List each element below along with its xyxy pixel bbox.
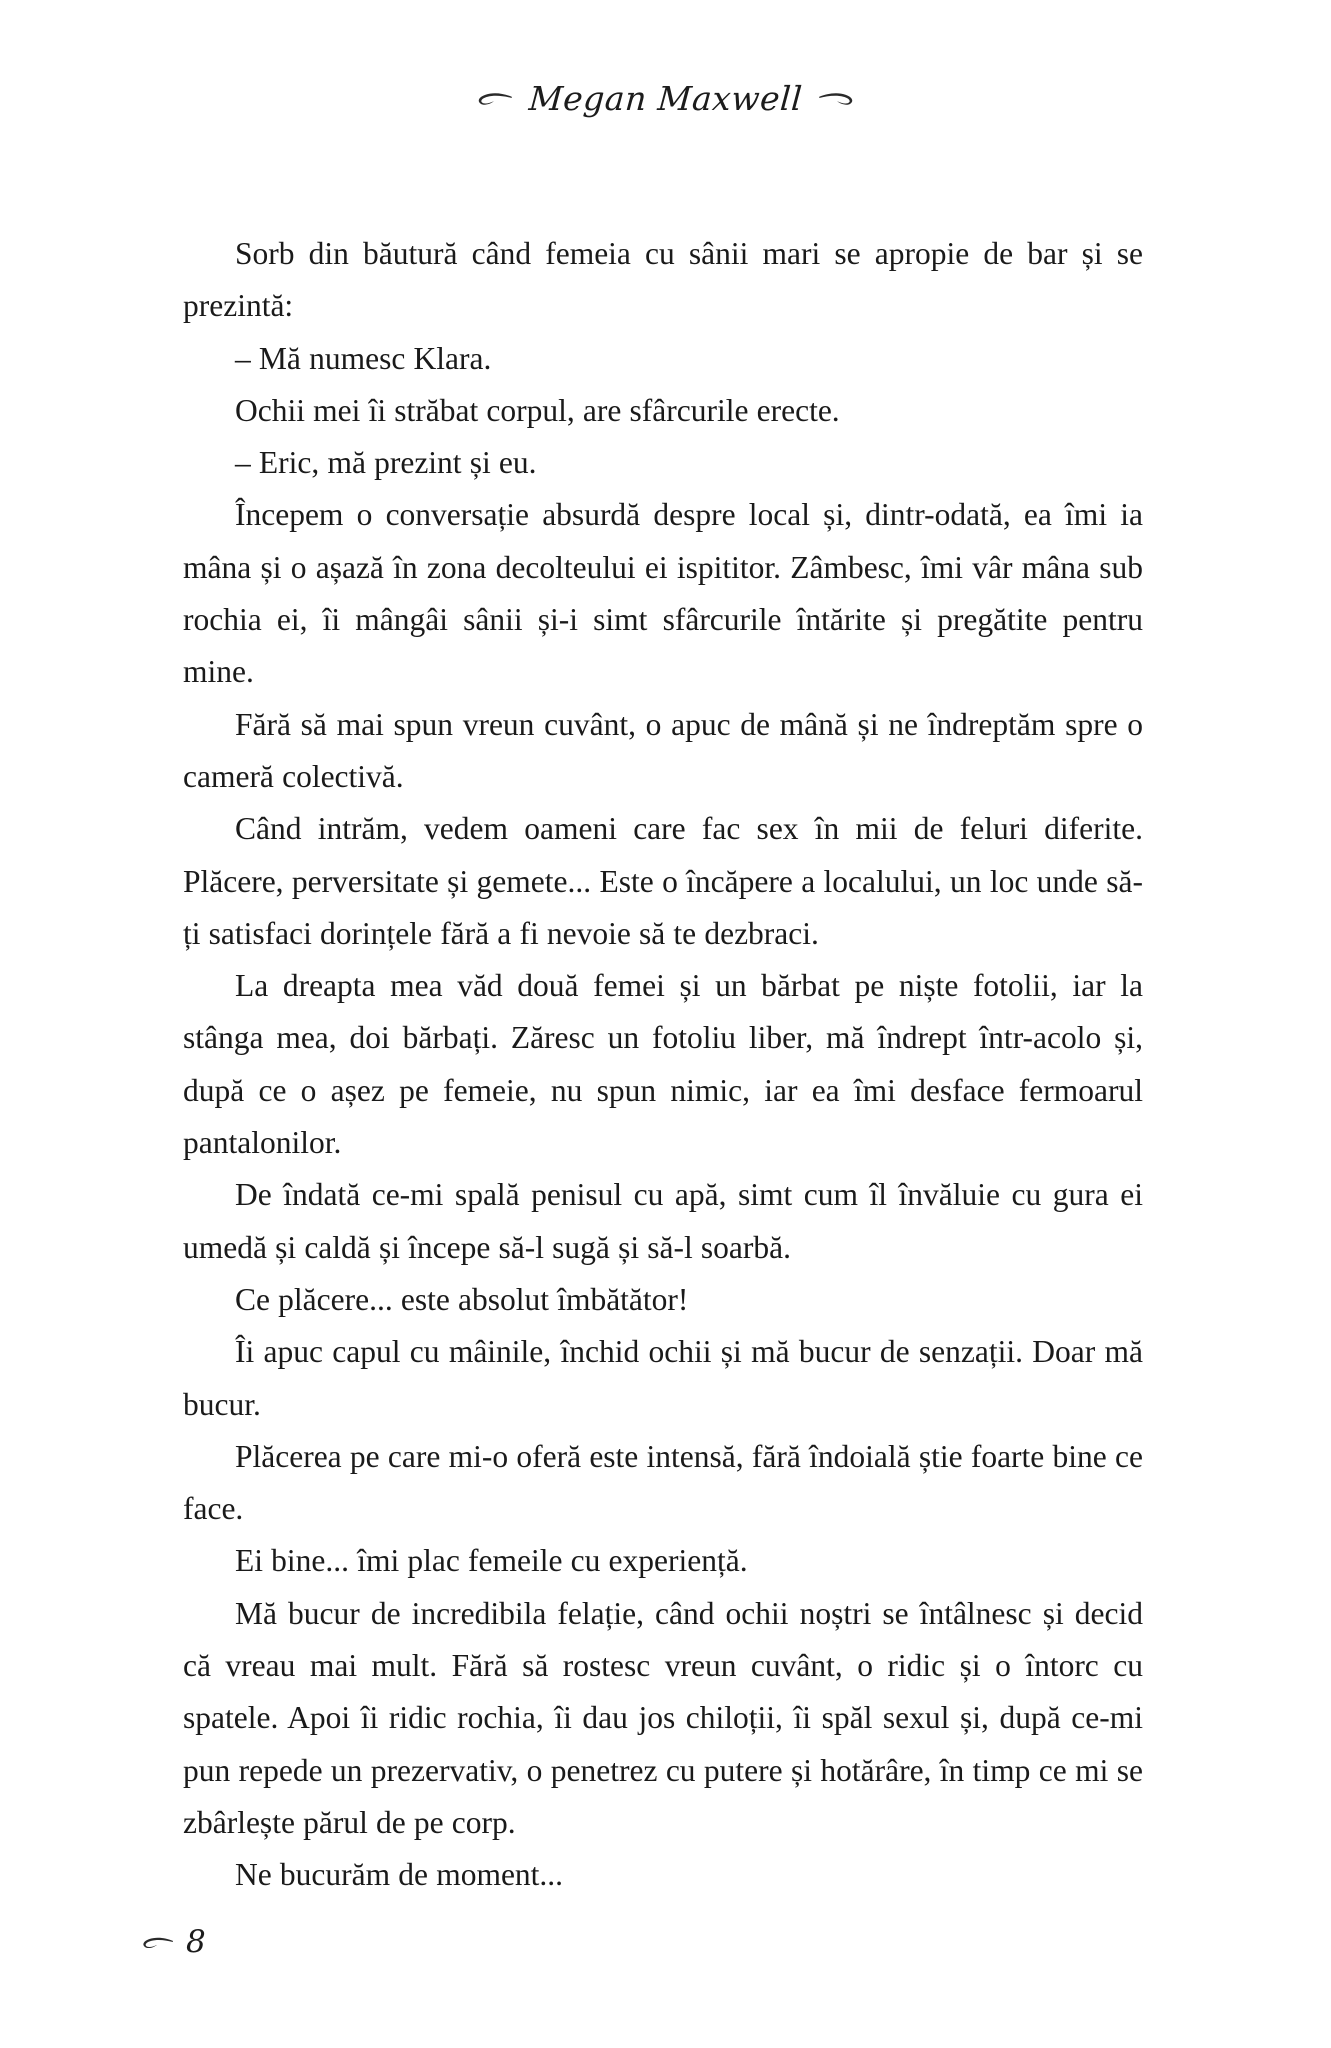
running-header	[0, 74, 1331, 122]
body-text	[183, 228, 1143, 1902]
paragraph: La dreapta mea văd două femei și un bărbat pe niște fotolii, iar la stânga mea, doi bărbați. Zăresc un fotoliu liber, mă îndrept într-acolo și, după ce o așez pe femeie, nu spun nimic, iar ea îmi desface fermoarul pantalonilor.	[183, 968, 1143, 1161]
leaf-flourish-icon-right	[818, 88, 856, 108]
paragraph: Ochii mei îi străbat corpul, are sfârcurile erecte.	[235, 392, 840, 428]
page-number: 8	[186, 1924, 206, 1960]
paragraph: Sorb din băutură când femeia cu sânii mari se apropie de bar și se prezintă:	[183, 236, 1143, 324]
paragraph: Ne bucurăm de moment...	[235, 1857, 564, 1893]
leaf-flourish-icon-left	[475, 88, 513, 108]
leaf-flourish-icon-folio	[140, 1933, 174, 1951]
paragraph: Ei bine... îmi plac femeile cu experiență.	[235, 1543, 748, 1579]
paragraph: Îi apuc capul cu mâinile, închid ochii și mă bucur de senzații. Doar mă bucur.	[183, 1334, 1143, 1422]
paragraph: Fără să mai spun vreun cuvânt, o apuc de mână și ne îndreptăm spre o cameră colectivă.	[183, 706, 1143, 794]
header-author-name: Megan Maxwell	[527, 78, 804, 118]
paragraph: Când intrăm, vedem oameni care fac sex în mii de feluri diferite. Plăcere, perversitate și gemete... Este o încăpere a localului, un loc unde să-ți satisfaci dorințele fără a fi nevoie să te dezbraci.	[183, 811, 1143, 951]
paragraph: Ce plăcere... este absolut îmbătător!	[235, 1281, 689, 1317]
paragraph-dialogue: – Eric, mă prezint și eu.	[235, 445, 537, 481]
paragraph: Plăcerea pe care mi-o oferă este intensă, fără îndoială știe foarte bine ce face.	[183, 1438, 1143, 1527]
paragraph-dialogue: – Mă numesc Klara.	[235, 340, 492, 376]
paragraph: Începem o conversație absurdă despre local și, dintr-odată, ea îmi ia mâna și o așază în zona decolteului ei ispititor. Zâmbesc, îmi vâr mâna sub rochia ei, îi mângâi sânii și-i simt sfârcurile întărite și pregătite pentru mine.	[183, 497, 1143, 690]
paragraph: Mă bucur de incredibila felație, când ochii noștri se întâlnesc și decid că vreau mai mult. Fără să rostesc vreun cuvânt, o ridic și o întorc cu spatele. Apoi îi ridic rochia, îi dau jos chiloții, îi spăl sexul și, după ce-mi pun repede un prezervativ, o penetrez cu putere și hotărâre, în timp ce mi se zbârlește părul de pe corp.	[183, 1595, 1143, 1840]
page-folio	[140, 1924, 206, 1960]
paragraph: De îndată ce-mi spală penisul cu apă, simt cum îl învăluie cu gura ei umedă și caldă și începe să-l sugă și să-l soarbă.	[183, 1177, 1143, 1265]
